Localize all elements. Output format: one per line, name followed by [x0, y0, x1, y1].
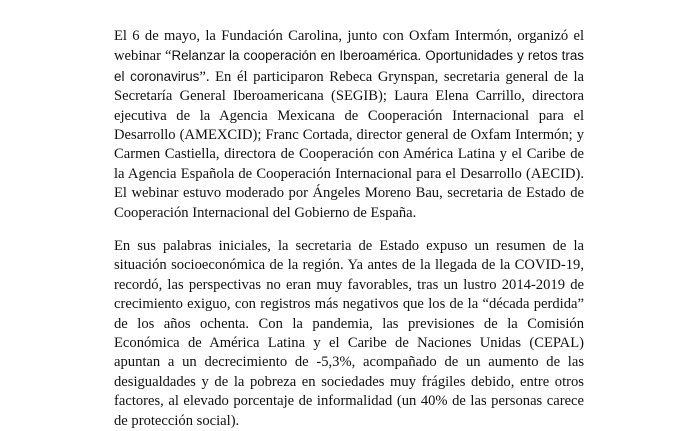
- paragraph-intro: [114, 27, 584, 223]
- webinar-title: Relanzar la cooperación en Iberoamérica. Oportunidades y retos tras el coronavirus: [114, 48, 584, 84]
- paragraph-summary: En sus palabras iniciales, la secretaria de Estado expuso un resumen de la situación socioeconómica de la región. Ya antes de la llegada de la COVID-19, recordó, las perspectivas no eran muy favorables, tras un lustro 2014-2019 de crecimiento exiguo, con registros más negativos que los de la “década perdida” de los años ochenta. Con la pandemia, las previsiones de la Comisión Económica de América Latina y el Caribe de Naciones Unidas (CEPAL) apuntan a un decrecimiento de -5,3%, acompañado de un aumento de las desigualdades y de la pobreza en sociedades muy frágiles debido, entre otros factores, al elevado porcentaje de informalidad (un 40% de las personas carece de protección social).: [114, 238, 584, 429]
- paragraph-intro-body: ”. En él participaron Rebeca Grynspan, secretaria general de la Secretaría General Iberoamericana (SEGIB); Laura Elena Carrillo, directora ejecutiva de la Agencia Mexicana de Cooperación Internacional para el Desarrollo (AMEXCID); Franc Cortada, director general de Oxfam Intermón; y Carmen Castiella, directora de Cooperación con América Latina y el Caribe de la Agencia Española de Cooperación Internacional para el Desarrollo (AECID). El webinar estuvo moderado por Ángeles Moreno Bau, secretaria de Estado de Cooperación Internacional del Gobierno de España.: [114, 68, 584, 221]
- paragraph-intro-lead: El 6 de mayo, la Fundación Carolina, junto con Oxfam Intermón, organizó el webinar “: [114, 28, 584, 65]
